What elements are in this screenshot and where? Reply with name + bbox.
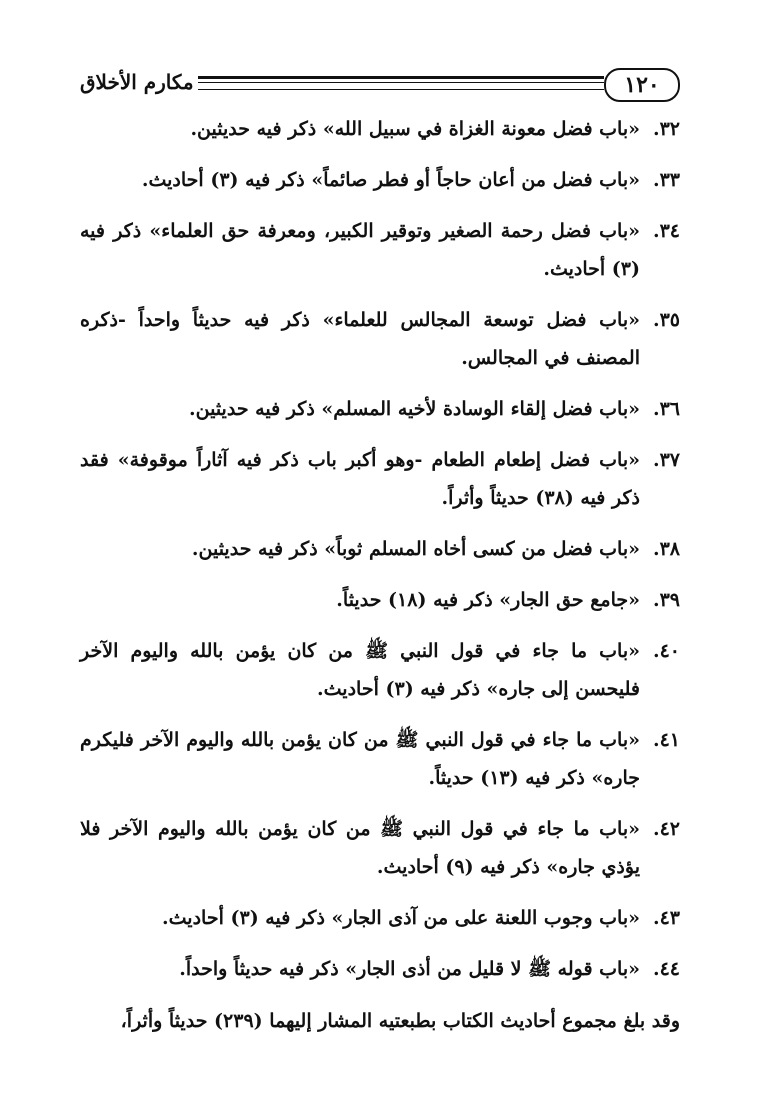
item-number: ٣٤. [652,220,680,242]
item-text: «باب فضل من كسى أخاه المسلم ثوباً» ذكر فيه حديثين. [191,538,640,560]
item-text: «باب وجوب اللعنة على من آذى الجار» ذكر فيه (٣) أحاديث. [162,907,640,929]
page-number: ١٢٠ [604,68,680,102]
item-number: ٣٩. [652,589,680,611]
item-text: «باب ما جاء في قول النبي ﷺ من كان يؤمن بالله واليوم الآخر فليكرم جاره» ذكر فيه (١٣) حديثاً. [80,729,640,789]
item-text: «باب فضل إطعام الطعام -وهو أكبر باب ذكر فيه آثاراً موقوفة» فقد ذكر فيه (٣٨) حديثاً وأثراً. [80,449,640,509]
list-item [80,632,680,708]
list-item [80,441,680,517]
list-item [80,581,680,619]
item-number: ٣٨. [652,538,680,560]
list-item [80,899,680,937]
list-item [80,950,680,988]
item-text: «جامع حق الجار» ذكر فيه (١٨) حديثاً. [336,589,640,611]
item-number: ٤٤. [652,958,680,980]
item-number: ٣٧. [652,449,680,471]
item-number: ٤٣. [652,907,680,929]
item-number: ٣٢. [652,118,680,140]
list-item [80,530,680,568]
item-text: «باب فضل توسعة المجالس للعلماء» ذكر فيه حديثاً واحداً -ذكره المصنف في المجالس. [80,309,640,369]
item-number: ٣٣. [652,169,680,191]
page-header [80,66,680,106]
item-number: ٤٢. [652,818,680,840]
item-text: «باب فضل إلقاء الوسادة لأخيه المسلم» ذكر فيه حديثين. [189,398,640,420]
list-item [80,161,680,199]
item-text: «باب ما جاء في قول النبي ﷺ من كان يؤمن بالله واليوم الآخر فليحسن إلى جاره» ذكر فيه (٣) أحاديث. [80,640,640,700]
book-title: مكارم الأخلاق [80,70,194,94]
list-item [80,390,680,428]
header-rule [198,76,604,90]
item-text: «باب فضل من أعان حاجاً أو فطر صائماً» ذكر فيه (٣) أحاديث. [141,169,640,191]
item-number: ٣٥. [652,309,680,331]
item-text: «باب ما جاء في قول النبي ﷺ من كان يؤمن بالله واليوم الآخر فلا يؤذي جاره» ذكر فيه (٩) أحاديث. [80,818,640,878]
item-text: «باب فضل رحمة الصغير وتوقير الكبير، ومعرفة حق العلماء» ذكر فيه (٣) أحاديث. [80,220,640,280]
list-item [80,212,680,288]
content [80,110,680,1040]
summary-paragraph: وقد بلغ مجموع أحاديث الكتاب بطبعتيه المشار إليهما (٢٣٩) حديثاً وأثراً، [120,1010,680,1032]
item-number: ٣٦. [652,398,680,420]
list-item [80,301,680,377]
item-text: «باب قوله ﷺ لا قليل من أذى الجار» ذكر فيه حديثاً واحداً. [179,958,640,980]
item-number: ٤٠. [652,640,680,662]
item-text: «باب فضل معونة الغزاة في سبيل الله» ذكر فيه حديثين. [190,118,640,140]
list-item [80,721,680,797]
list-item [80,110,680,148]
item-number: ٤١. [652,729,680,751]
list-item [80,810,680,886]
